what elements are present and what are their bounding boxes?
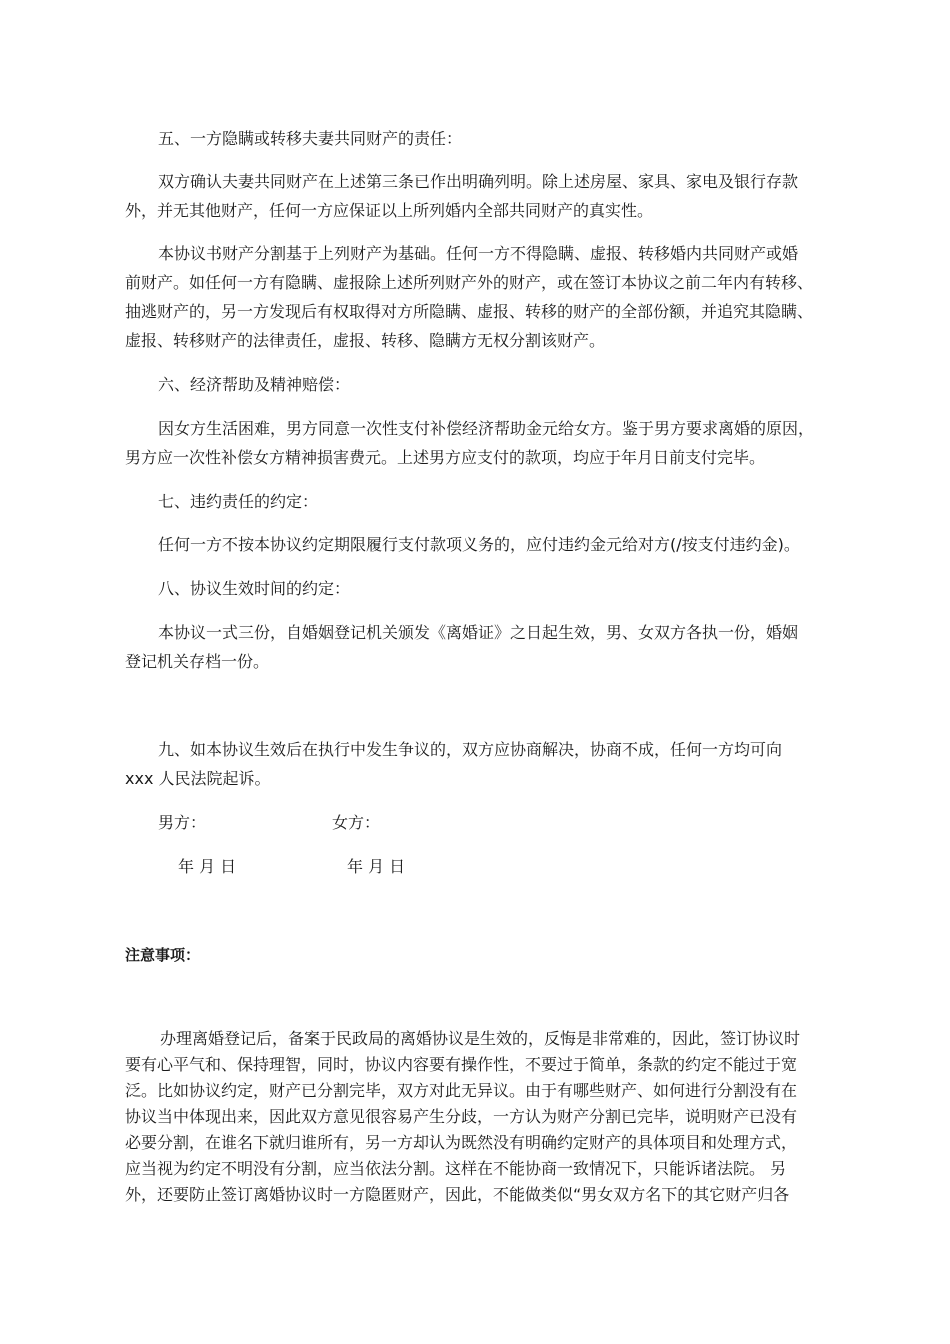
section5-p1-line2: 外，并无其他财产，任何一方应保证以上所列婚内全部共同财产的真实性。 xyxy=(125,201,654,220)
notes-p1-line2: 要有心平气和、保持理智，同时，协议内容要有操作性，不要过于简单，条款的约定不能过于宽 xyxy=(125,1055,798,1074)
section9-p1-line1: 九、如本协议生效后在执行中发生争议的，双方应协商解决，协商不成，任何一方均可向 xyxy=(158,740,783,759)
section5-p1-line1: 双方确认夫妻共同财产在上述第三条已作出明确列明。除上述房屋、家具、家电及银行存款 xyxy=(158,172,799,191)
notes-p1-line6: 应当视为约定不明没有分割，应当依法分割。这样在不能协商一致情况下，只能诉诸法院。 另 xyxy=(125,1159,787,1178)
section5-p2-line2: 前财产。如任何一方有隐瞒、虚报除上述所列财产外的财产，或在签订本协议之前二年内有转移、 xyxy=(125,273,814,292)
section7-heading: 七、违约责任的约定： xyxy=(158,492,319,511)
female-party-label: 女方： xyxy=(332,813,381,832)
notes-p1-line5: 必要分割，在谁名下就归谁所有，另一方却认为既然没有明确约定财产的具体项目和处理方式， xyxy=(125,1133,798,1152)
section5-p2-line4: 虚报、转移财产的法律责任，虚报、转移、隐瞒方无权分割该财产。 xyxy=(125,331,606,350)
section6-p1-line2: 男方应一次性补偿女方精神损害费元。上述男方应支付的款项，均应于年月日前支付完毕。 xyxy=(125,448,766,467)
notes-p1-line4: 协议当中体现出来，因此双方意见很容易产生分歧，一方认为财产分割已完毕，说明财产已没有 xyxy=(125,1107,798,1126)
notes-heading: 注意事项： xyxy=(125,946,201,964)
section6-p1-line1: 因女方生活困难，男方同意一次性支付补偿经济帮助金元给女方。鉴于男方要求离婚的原因， xyxy=(158,419,815,438)
male-party-label: 男方： xyxy=(158,813,207,832)
male-date: 年 月 日 xyxy=(178,857,237,876)
section5-p2-line1: 本协议书财产分割基于上列财产为基础。任何一方不得隐瞒、虚报、转移婚内共同财产或婚 xyxy=(158,244,799,263)
section5-p2-line3: 抽逃财产的，另一方发现后有权取得对方所隐瞒、虚报、转移的财产的全部份额，并追究其隐瞒、 xyxy=(125,302,814,321)
section7-p1-line1: 任何一方不按本协议约定期限履行支付款项义务的，应付违约金元给对方(/按支付违约金)。 xyxy=(158,535,800,554)
section8-p1-line2: 登记机关存档一份。 xyxy=(125,652,270,671)
section6-heading: 六、经济帮助及精神赔偿： xyxy=(158,375,351,394)
section9-p1-line2: xxx 人民法院起诉。 xyxy=(125,769,271,788)
section8-p1-line1: 本协议一式三份，自婚姻登记机关颁发《离婚证》之日起生效，男、女双方各执一份，婚姻 xyxy=(158,623,799,642)
notes-p1-line3: 泛。比如协议约定，财产已分割完毕，双方对此无异议。由于有哪些财产、如何进行分割没有在 xyxy=(125,1081,798,1100)
notes-p1-line1: 办理离婚登记后，备案于民政局的离婚协议是生效的，反悔是非常难的，因此，签订协议时 xyxy=(160,1029,801,1048)
section5-heading: 五、一方隐瞒或转移夫妻共同财产的责任： xyxy=(158,129,463,148)
notes-p1-line7: 外，还要防止签订离婚协议时一方隐匿财产，因此，不能做类似“男女双方名下的其它财产归各 xyxy=(125,1185,790,1204)
female-date: 年 月 日 xyxy=(347,857,406,876)
section8-heading: 八、协议生效时间的约定： xyxy=(158,579,351,598)
